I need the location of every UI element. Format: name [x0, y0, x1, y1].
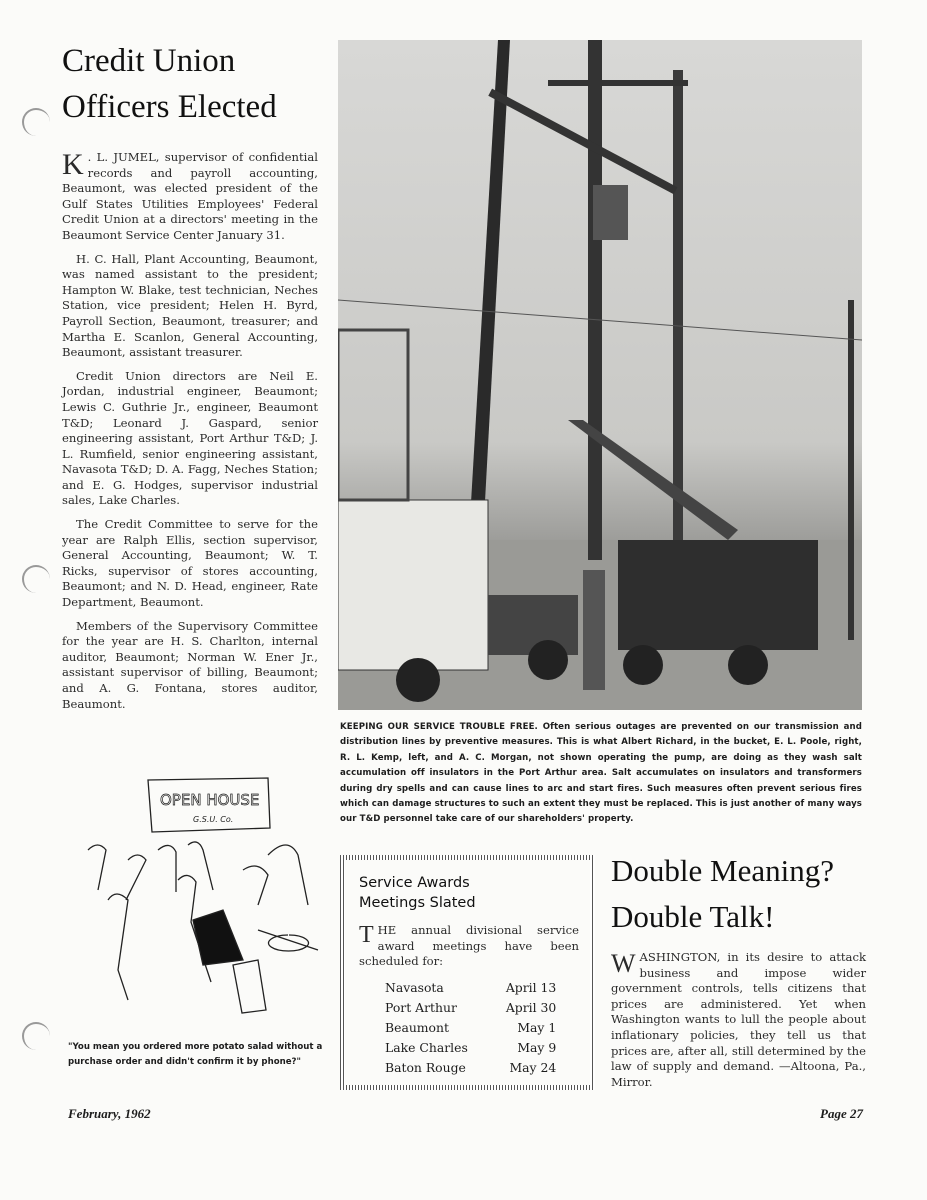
cartoon-caption: "You mean you ordered more potato salad without a purchase order and didn't confirm it by phone?" [68, 1042, 323, 1067]
open-house-cartoon [68, 770, 328, 1020]
date: April 30 [505, 999, 557, 1015]
paragraph: . L. JUMEL, supervisor of confidential records and payroll accounting, Beaumont, was elected president of the Gulf States Utilities Employees' Federal Credit Union at a directors' meeting in the Beaumont Service Center January 31. [62, 150, 318, 242]
service-awards-box [340, 855, 595, 1090]
binder-hole [22, 1022, 50, 1050]
place: Baton Rouge [385, 1059, 466, 1075]
table-row [385, 1020, 556, 1040]
article-title [611, 848, 834, 940]
article-body [62, 150, 318, 720]
drop-cap: W [611, 949, 636, 978]
paragraph: Members of the Supervisory Committee for the year are H. S. Charlton, internal auditor, Beaumont; Norman W. Ener Jr., assistant supervisor of billing, Beaumont; and A. G. Fontana, stores auditor, Beaumont. [62, 618, 318, 711]
table-row [385, 980, 556, 1000]
title-line: Officers Elected [62, 89, 277, 125]
drop-cap: K [62, 148, 84, 181]
paragraph: ASHINGTON, in its desire to attack business and impose wider government controls, tells citizens that prices are administered. Yet when Washington wants to lull the people about inflationary policies, they tell us that prices are, after all, still determined by the law of supply and demand. —Altoona, Pa., Mirror. [611, 950, 866, 1089]
date: May 1 [517, 1019, 557, 1035]
binder-hole [22, 108, 50, 136]
binder-hole [22, 565, 50, 593]
intro-text: HE annual divisional service award meetings have been scheduled for: [359, 923, 579, 969]
utility-truck-photo [338, 40, 862, 710]
title-line: Double Meaning? [611, 853, 834, 888]
date: April 13 [505, 979, 557, 995]
article-title [62, 38, 277, 130]
date: May 24 [509, 1059, 557, 1075]
place: Navasota [385, 979, 444, 995]
box-intro [359, 923, 579, 970]
place: Beaumont [385, 1019, 449, 1035]
paragraph: The Credit Committee to serve for the year are Ralph Ellis, section supervisor, General Accounting, Beaumont; W. T. Ricks, supervisor of stores accounting, Beaumont; and N. D. Head, engineer, Rate Department, Beaumont. [62, 517, 318, 610]
article-body [611, 950, 866, 1090]
date: May 9 [517, 1039, 557, 1055]
sign-text: OPEN HOUSE [160, 791, 260, 809]
sign-subtext: G.S.U. Co. [193, 815, 234, 824]
drop-cap: T [359, 922, 374, 948]
paragraph: Credit Union directors are Neil E. Jordan, industrial engineer, Beaumont; Lewis C. Guthrie Jr., engineer, Beaumont T&D; Leonard J. Gaspard, senior engineering assistant, Port Arthur T&D; J. L. Rumfield, senior engineering assistant, Navasota T&D; D. A. Fagg, Neches Station; and E. G. Hodges, supervisor industrial sales, Lake Charles. [62, 368, 318, 508]
table-row [385, 1040, 556, 1060]
table-row [385, 1000, 556, 1020]
photo-caption [340, 720, 862, 828]
issue-date: February, 1962 [68, 1106, 151, 1121]
title-line: Service Awards [359, 875, 470, 891]
box-title [359, 873, 576, 913]
page-number: Page 27 [820, 1106, 863, 1121]
caption-lead: KEEPING OUR SERVICE TROUBLE FREE. [340, 722, 538, 732]
title-line: Meetings Slated [359, 895, 476, 911]
place: Lake Charles [385, 1039, 468, 1055]
meetings-table [385, 980, 556, 1080]
table-row [385, 1060, 556, 1080]
paragraph: H. C. Hall, Plant Accounting, Beaumont, was named assistant to the president; Hampton W. Blake, test technician, Neches Station, vice president; Helen H. Byrd, Payroll Section, Beaumont, treasurer; and Martha E. Scanlon, General Accounting, Beaumont, assistant treasurer. [62, 251, 318, 360]
title-line: Credit Union [62, 43, 236, 79]
caption-text: Often serious outages are prevented on our transmission and distribution lines by preventive measures. This is what Albert Richard, in the bucket, E. L. Poole, right, R. L. Kemp, left, and A. C. Morgan, not shown operating the pump, are doing as they wash salt accumulation off insulators in the Port Arthur area. Salt accumulates on insulators and transformers during dry spells and can cause lines to arc and start fires. Such measures often prevent serious fires which can damage structures to such an extent they must be replaced. This is just another of many ways our T&D personnel take care of our shareholders' property. [340, 722, 862, 825]
title-line: Double Talk! [611, 899, 775, 934]
place: Port Arthur [385, 999, 457, 1015]
